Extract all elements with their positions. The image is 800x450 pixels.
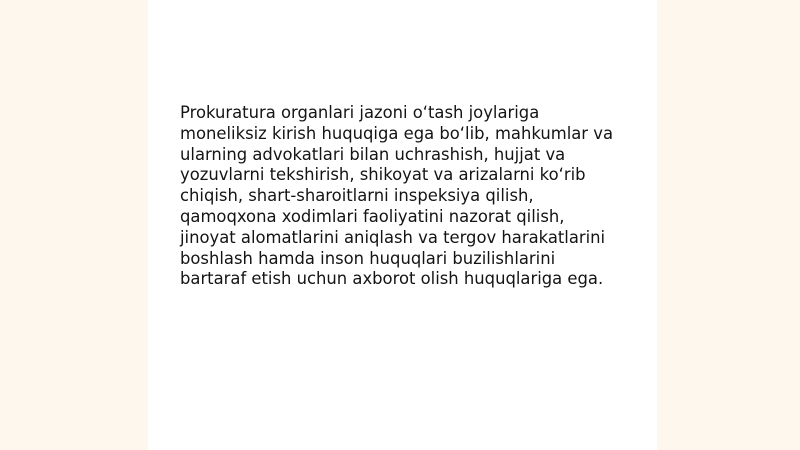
paragraph-line: chiqish, shart-sharoitlarni inspeksiya qilish, (180, 186, 534, 206)
paragraph-line: Prokuratura organlari jazoni o‘tash joylariga (180, 103, 540, 122)
paragraph-line: moneliksiz kirish huquqiga ega bo‘lib, mahkumlar va (180, 123, 613, 143)
paragraph-line: ularning advokatlari bilan uchrashish, hujjat va (180, 144, 566, 164)
paragraph-line: qamoqxona xodimlari faoliyatini nazorat qilish, (180, 206, 565, 226)
paragraph-line: boshlash hamda inson huquqlari buzilishlarini (180, 248, 556, 268)
paragraph-line: bartaraf etish uchun axborot olish huquqlariga ega. (180, 269, 604, 289)
document-page (148, 0, 657, 450)
paragraph-line: jinoyat alomatlarini aniqlash va tergov harakatlarini (180, 227, 606, 247)
paragraph-line: yozuvlarni tekshirish, shikoyat va arizalarni ko‘rib (180, 165, 586, 185)
body-paragraph (180, 103, 620, 290)
